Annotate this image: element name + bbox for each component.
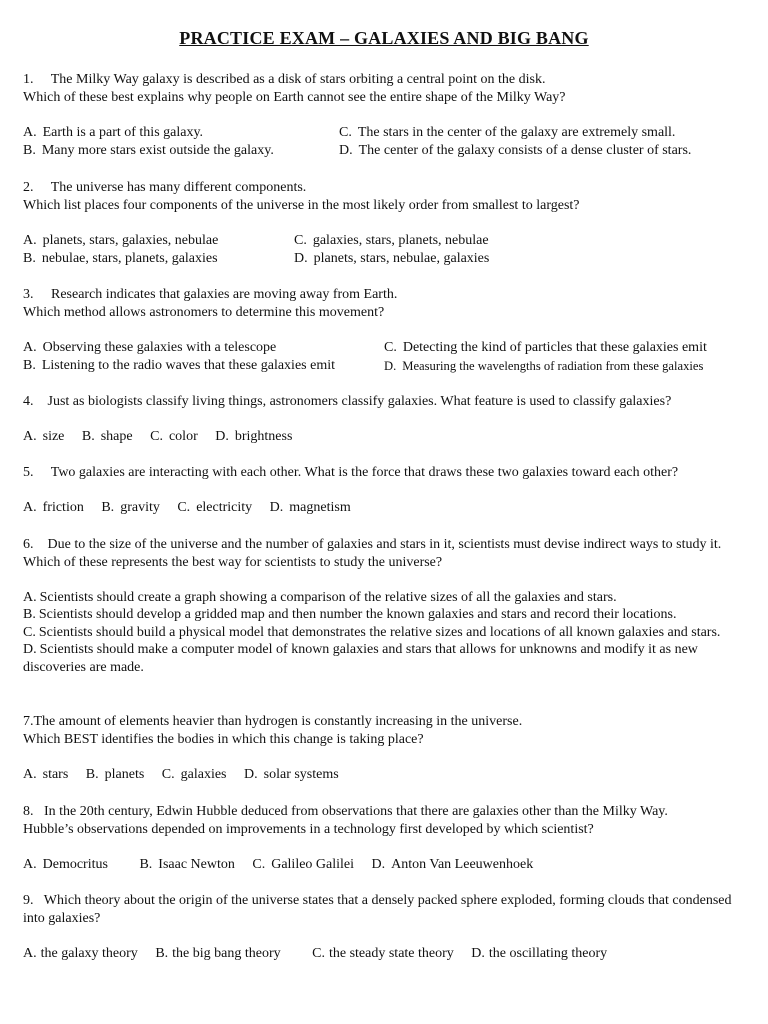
question-text: Which list places four components of the universe in the most likely order from smallest to largest? — [23, 197, 580, 213]
page-title: PRACTICE EXAM – GALAXIES AND BIG BANG — [179, 28, 589, 48]
options — [23, 232, 753, 268]
option-b[interactable]: B. the big bang theory — [155, 945, 281, 961]
option-c[interactable]: C. galaxies — [161, 766, 227, 782]
question-number: 3. — [23, 287, 34, 302]
option-a[interactable]: A. size — [23, 429, 65, 444]
option-d[interactable]: D. Measuring the wavelengths of radiation from these galaxies — [384, 358, 704, 373]
option-d[interactable]: D. solar systems — [244, 766, 339, 782]
question-5 — [23, 464, 753, 517]
option-a[interactable]: A. Earth is a part of this galaxy. — [23, 124, 204, 140]
question-text: Which BEST identifies the bodies in which this change is taking place? — [23, 731, 424, 747]
question-stem: Due to the size of the universe and the number of galaxies and stars in it, scientists must devise indirect ways to study it. Which of these represents the best way for scientists to study the universe? — [23, 537, 722, 570]
option-d[interactable]: D. Anton Van Leeuwenhoek — [371, 856, 534, 872]
option-a[interactable]: A. the galaxy theory — [23, 945, 138, 961]
option-a[interactable]: A. Observing these galaxies with a telescope — [23, 339, 277, 355]
option-a[interactable]: A. stars — [23, 766, 69, 782]
question-text: Which method allows astronomers to determine this movement? — [23, 304, 385, 320]
option-a[interactable]: A. friction — [23, 500, 84, 515]
question-stem: The Milky Way galaxy is described as a disk of stars orbiting a central point on the disk. — [50, 72, 546, 87]
question-number: 2. — [23, 180, 34, 195]
option-c[interactable]: C. electricity — [177, 500, 253, 515]
question-stem: Just as biologists classify living things, astronomers classify galaxies. What feature is used to classify galaxies? — [47, 394, 672, 409]
option-a[interactable]: A. Democritus — [23, 856, 108, 872]
option-d[interactable]: D. the oscillating theory — [471, 945, 608, 961]
option-c[interactable]: C. Scientists should build a physical model that demonstrates the relative sizes and locations of all known galaxies and stars. — [23, 624, 721, 640]
question-stem: In the 20th century, Edwin Hubble deduced from observations that there are galaxies other than the Milky Way. — [44, 804, 668, 819]
question-number: 6. — [23, 537, 34, 552]
option-b[interactable]: B. Listening to the radio waves that these galaxies emit — [23, 357, 335, 373]
question-stem: Two galaxies are interacting with each other. What is the force that draws these two galaxies toward each other? — [50, 465, 679, 480]
option-c[interactable]: C. galaxies, stars, planets, nebulae — [294, 232, 489, 248]
option-b[interactable]: B. nebulae, stars, planets, galaxies — [23, 250, 218, 266]
question-6 — [23, 536, 753, 676]
option-c[interactable]: C. Galileo Galilei — [252, 856, 355, 872]
option-a[interactable]: A. Scientists should create a graph showing a comparison of the relative sizes of all the galaxies and stars. — [23, 589, 617, 605]
question-number: 8. — [23, 804, 34, 819]
option-b[interactable]: B. Scientists should develop a gridded map and then number the known galaxies and stars and record their locations. — [23, 607, 677, 622]
question-stem: The universe has many different components. — [50, 180, 307, 195]
question-3 — [23, 286, 753, 375]
question-2 — [23, 179, 753, 268]
question-number: 9. — [23, 893, 34, 908]
options — [23, 856, 753, 874]
options — [23, 428, 753, 446]
option-d[interactable]: D. The center of the galaxy consists of a dense cluster of stars. — [339, 142, 692, 158]
question-8 — [23, 803, 753, 873]
option-c[interactable]: C. The stars in the center of the galaxy are extremely small. — [339, 124, 676, 140]
options — [23, 499, 753, 517]
options — [23, 339, 753, 375]
question-1 — [23, 71, 753, 160]
option-d[interactable]: D. brightness — [215, 429, 293, 444]
option-b[interactable]: B. Many more stars exist outside the galaxy. — [23, 142, 274, 158]
question-7 — [23, 713, 753, 783]
options — [23, 766, 753, 784]
option-b[interactable]: B. shape — [81, 429, 133, 444]
question-9 — [23, 892, 753, 962]
option-b[interactable]: B. gravity — [101, 500, 160, 515]
question-text: Hubble’s observations depended on improvements in a technology first developed by which scientist? — [23, 821, 594, 837]
question-stem: Which theory about the origin of the universe states that a densely packed sphere exploded, forming clouds that condensed into galaxies? — [23, 893, 732, 926]
question-number: 7. — [23, 714, 34, 729]
option-c[interactable]: C. the steady state theory — [312, 945, 454, 961]
question-number: 1. — [23, 72, 34, 87]
option-c[interactable]: C. color — [150, 429, 198, 444]
question-number: 4. — [23, 394, 34, 409]
option-d[interactable]: D. planets, stars, nebulae, galaxies — [294, 250, 490, 266]
question-stem: The amount of elements heavier than hydrogen is constantly increasing in the universe. — [33, 714, 523, 729]
options — [23, 124, 753, 160]
option-b[interactable]: B. Isaac Newton — [139, 856, 235, 872]
question-number: 5. — [23, 465, 34, 480]
option-a[interactable]: A. planets, stars, galaxies, nebulae — [23, 232, 219, 248]
options — [23, 945, 753, 963]
question-4 — [23, 393, 753, 446]
option-d[interactable]: D. Scientists should make a computer model of known galaxies and stars that allows for unknowns and modify it as new discoveries are made. — [23, 642, 698, 675]
question-text: Which of these best explains why people on Earth cannot see the entire shape of the Milky Way? — [23, 89, 566, 105]
option-b[interactable]: B. planets — [85, 766, 145, 782]
question-stem: Research indicates that galaxies are moving away from Earth. — [51, 287, 398, 302]
option-d[interactable]: D. magnetism — [269, 500, 351, 515]
option-c[interactable]: C. Detecting the kind of particles that these galaxies emit — [384, 339, 707, 355]
